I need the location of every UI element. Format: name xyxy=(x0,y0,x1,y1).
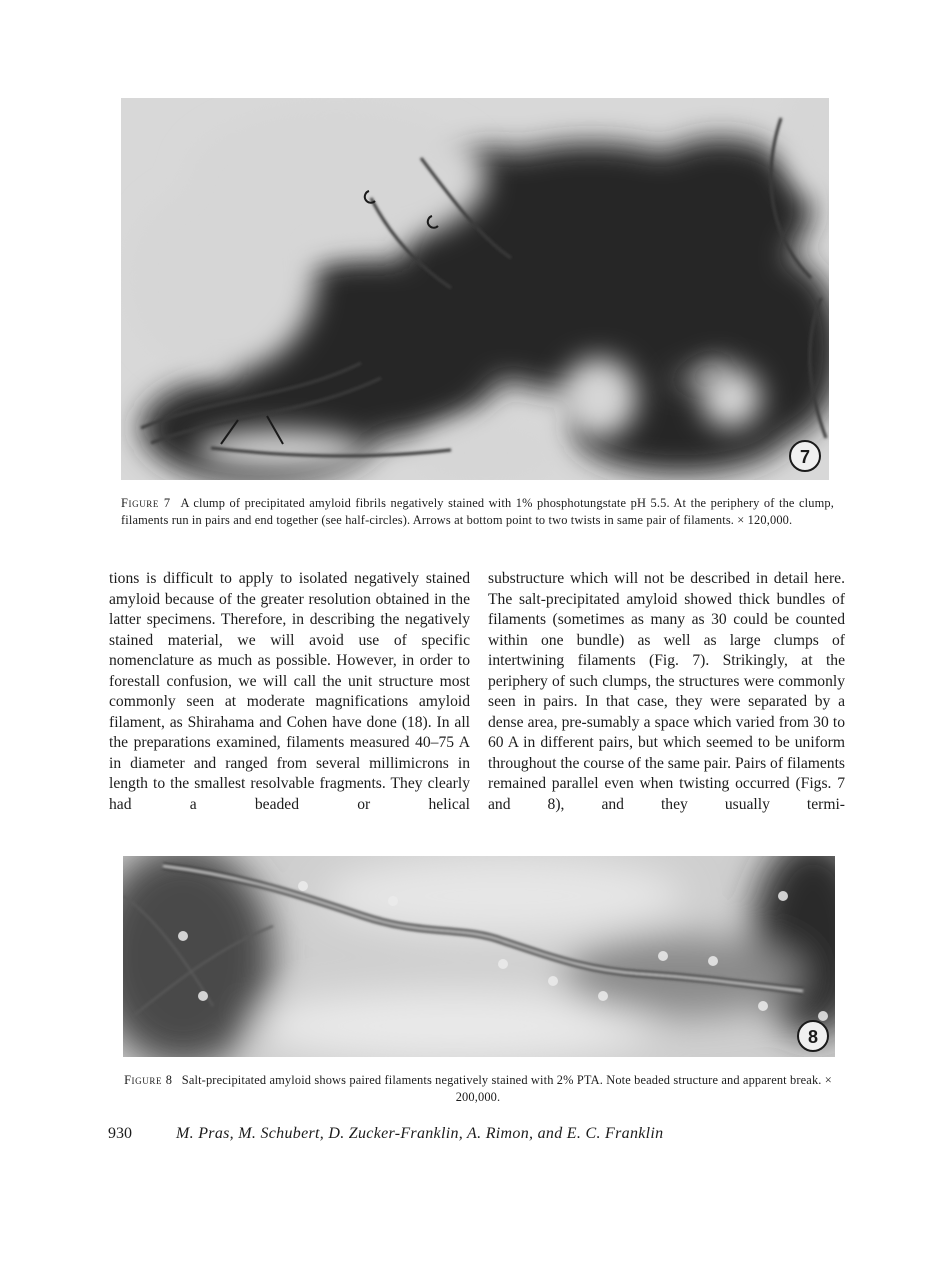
figure-8-label: Figure 8 xyxy=(124,1073,173,1087)
figure-8-caption xyxy=(121,1072,835,1106)
figure-7-caption xyxy=(121,495,834,529)
panel-number-8: 8 xyxy=(807,1027,819,1047)
figure-8-caption-text: Salt-precipitated amyloid shows paired filaments negatively stained with 2% PTA. Note beaded structure and apparent break. × 200,000. xyxy=(181,1073,832,1104)
figure-8-micrograph xyxy=(123,856,835,1057)
figure-7-label: Figure 7 xyxy=(121,496,171,510)
body-left-column: tions is difficult to apply to isolated negatively stained amyloid because of the greater resolution obtained in the latter specimens. Therefore, in describing the negatively stained material, we will avoid use of specific nomenclature as much as possible. However, in order to forestall confusion, we will call the unit structure most commonly seen at moderate magnifications amyloid filament, as Shirahama and Cohen have done (18). In all the preparations examined, filaments measured 40–75 A in diameter and ranged from several millimicrons in length to the smallest resolvable fragments. They clearly had a beaded or helical xyxy=(109,570,470,814)
body-right-column: substructure which will not be described in detail here. The salt-precipitated amyloid showed thick bundles of filaments (sometimes as many as 30 could be counted within one bundle) as well as large clumps of intertwining filaments (Fig. 7). Strikingly, at the periphery of such clumps, the structures were commonly seen in pairs. In that case, they were separated by a dense area, pre-sumably a space which varied from 30 to 60 A in different pairs, but which seemed to be uniform throughout the course of the same pair. Pairs of filaments remained parallel even when twisting occurred (Figs. 7 and 8), and they usually termi- xyxy=(488,570,845,814)
figure-7-image xyxy=(121,98,829,480)
page-number: 930 xyxy=(108,1125,132,1142)
figure-7-micrograph xyxy=(121,98,829,480)
figure-7-caption-text: A clump of precipitated amyloid fibrils negatively stained with 1% phosphotungstate pH 5.5. At the periphery of the clump, filaments run in pairs and end together (see half-circles). Arrows at bottom point to two twists in same pair of filaments. × 120,000. xyxy=(121,496,834,527)
author-list: M. Pras, M. Schubert, D. Zucker-Franklin, A. Rimon, and E. C. Franklin xyxy=(176,1125,664,1142)
figure-8-image xyxy=(123,856,835,1057)
page-footer xyxy=(108,1124,808,1144)
panel-number-7: 7 xyxy=(799,447,811,467)
